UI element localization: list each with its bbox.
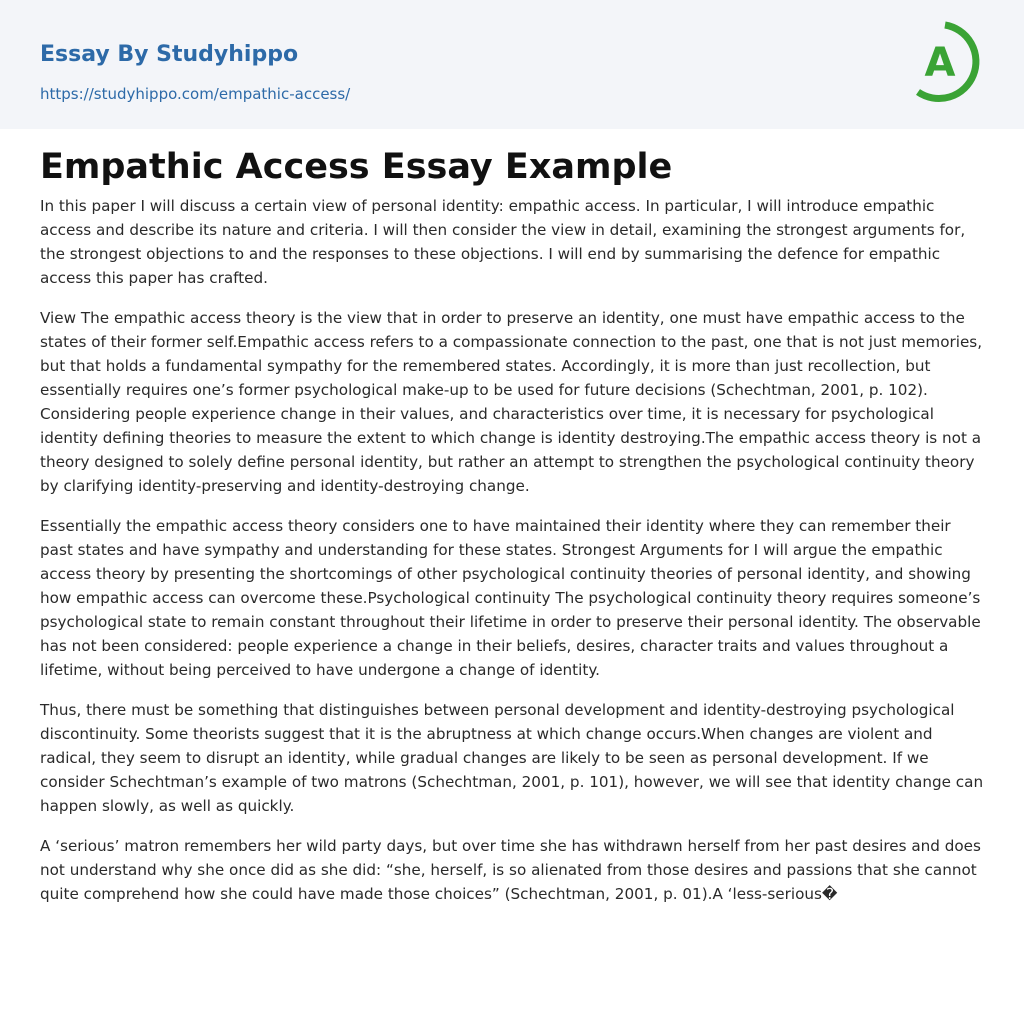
essay-paragraph: A ‘serious’ matron remembers her wild party days, but over time she has withdrawn herself from her past desires and does not understand why she once did as she did: “she, herself, is so alienated from those desires and passions that she cannot quite comprehend how she could have made those choices” (Schechtman, 2001, p. 01).A ‘less-serious� [40, 837, 981, 903]
page-title: Empathic Access Essay Example [40, 147, 673, 187]
brand-title[interactable]: Essay By Studyhippo [40, 42, 299, 67]
studyhippo-logo-icon[interactable] [912, 20, 986, 104]
essay-paragraph: Essentially the empathic access theory considers one to have maintained their identity where they can remember their past states and have sympathy and understanding for these states. Strongest Arguments for I will argue the empathic access theory by presenting the shortcomings of other psychological continuity theories of personal identity, and showing how empathic access can overcome these.Psychological continuity The psychological continuity theory requires someone’s psychological state to remain constant throughout their lifetime in order to preserve their personal identity. The observable has not been considered: people experience a change in their beliefs, desires, character traits and values throughout a lifetime, without being perceived to have undergone a change of identity. [40, 517, 981, 679]
essay-content [40, 144, 988, 922]
essay-paragraph: In this paper I will discuss a certain view of personal identity: empathic access. In particular, I will introduce empathic access and describe its nature and criteria. I will then consider the view in detail, examining the strongest arguments for, the strongest objections to and the responses to these objections. I will end by summarising the defence for empathic access this paper has crafted. [40, 197, 966, 287]
site-header [0, 0, 1024, 129]
page-url-link[interactable]: https://studyhippo.com/empathic-access/ [40, 85, 351, 103]
logo-letter: A [924, 40, 956, 86]
essay-paragraph: View The empathic access theory is the view that in order to preserve an identity, one must have empathic access to the states of their former self.Empathic access refers to a compassionate connection to the past, one that is not just memories, but that holds a fundamental sympathy for the remembered states. Accordingly, it is more than just recollection, but essentially requires one’s former psychological make-up to be used for future decisions (Schechtman, 2001, p. 102). Considering people experience change in their values, and characteristics over time, it is necessary for psychological identity defining theories to measure the extent to which change is identity destroying.The empathic access theory is not a theory designed to solely define personal identity, but rather an attempt to strengthen the psychological continuity theory by clarifying identity-preserving and identity-destroying change. [40, 309, 983, 495]
essay-paragraph: Thus, there must be something that distinguishes between personal development and identity-destroying psychological discontinuity. Some theorists suggest that it is the abruptness at which change occurs.When changes are violent and radical, they seem to disrupt an identity, while gradual changes are likely to be seen as personal development. If we consider Schechtman’s example of two matrons (Schechtman, 2001, p. 101), however, we will see that identity change can happen slowly, as well as quickly. [40, 701, 984, 815]
